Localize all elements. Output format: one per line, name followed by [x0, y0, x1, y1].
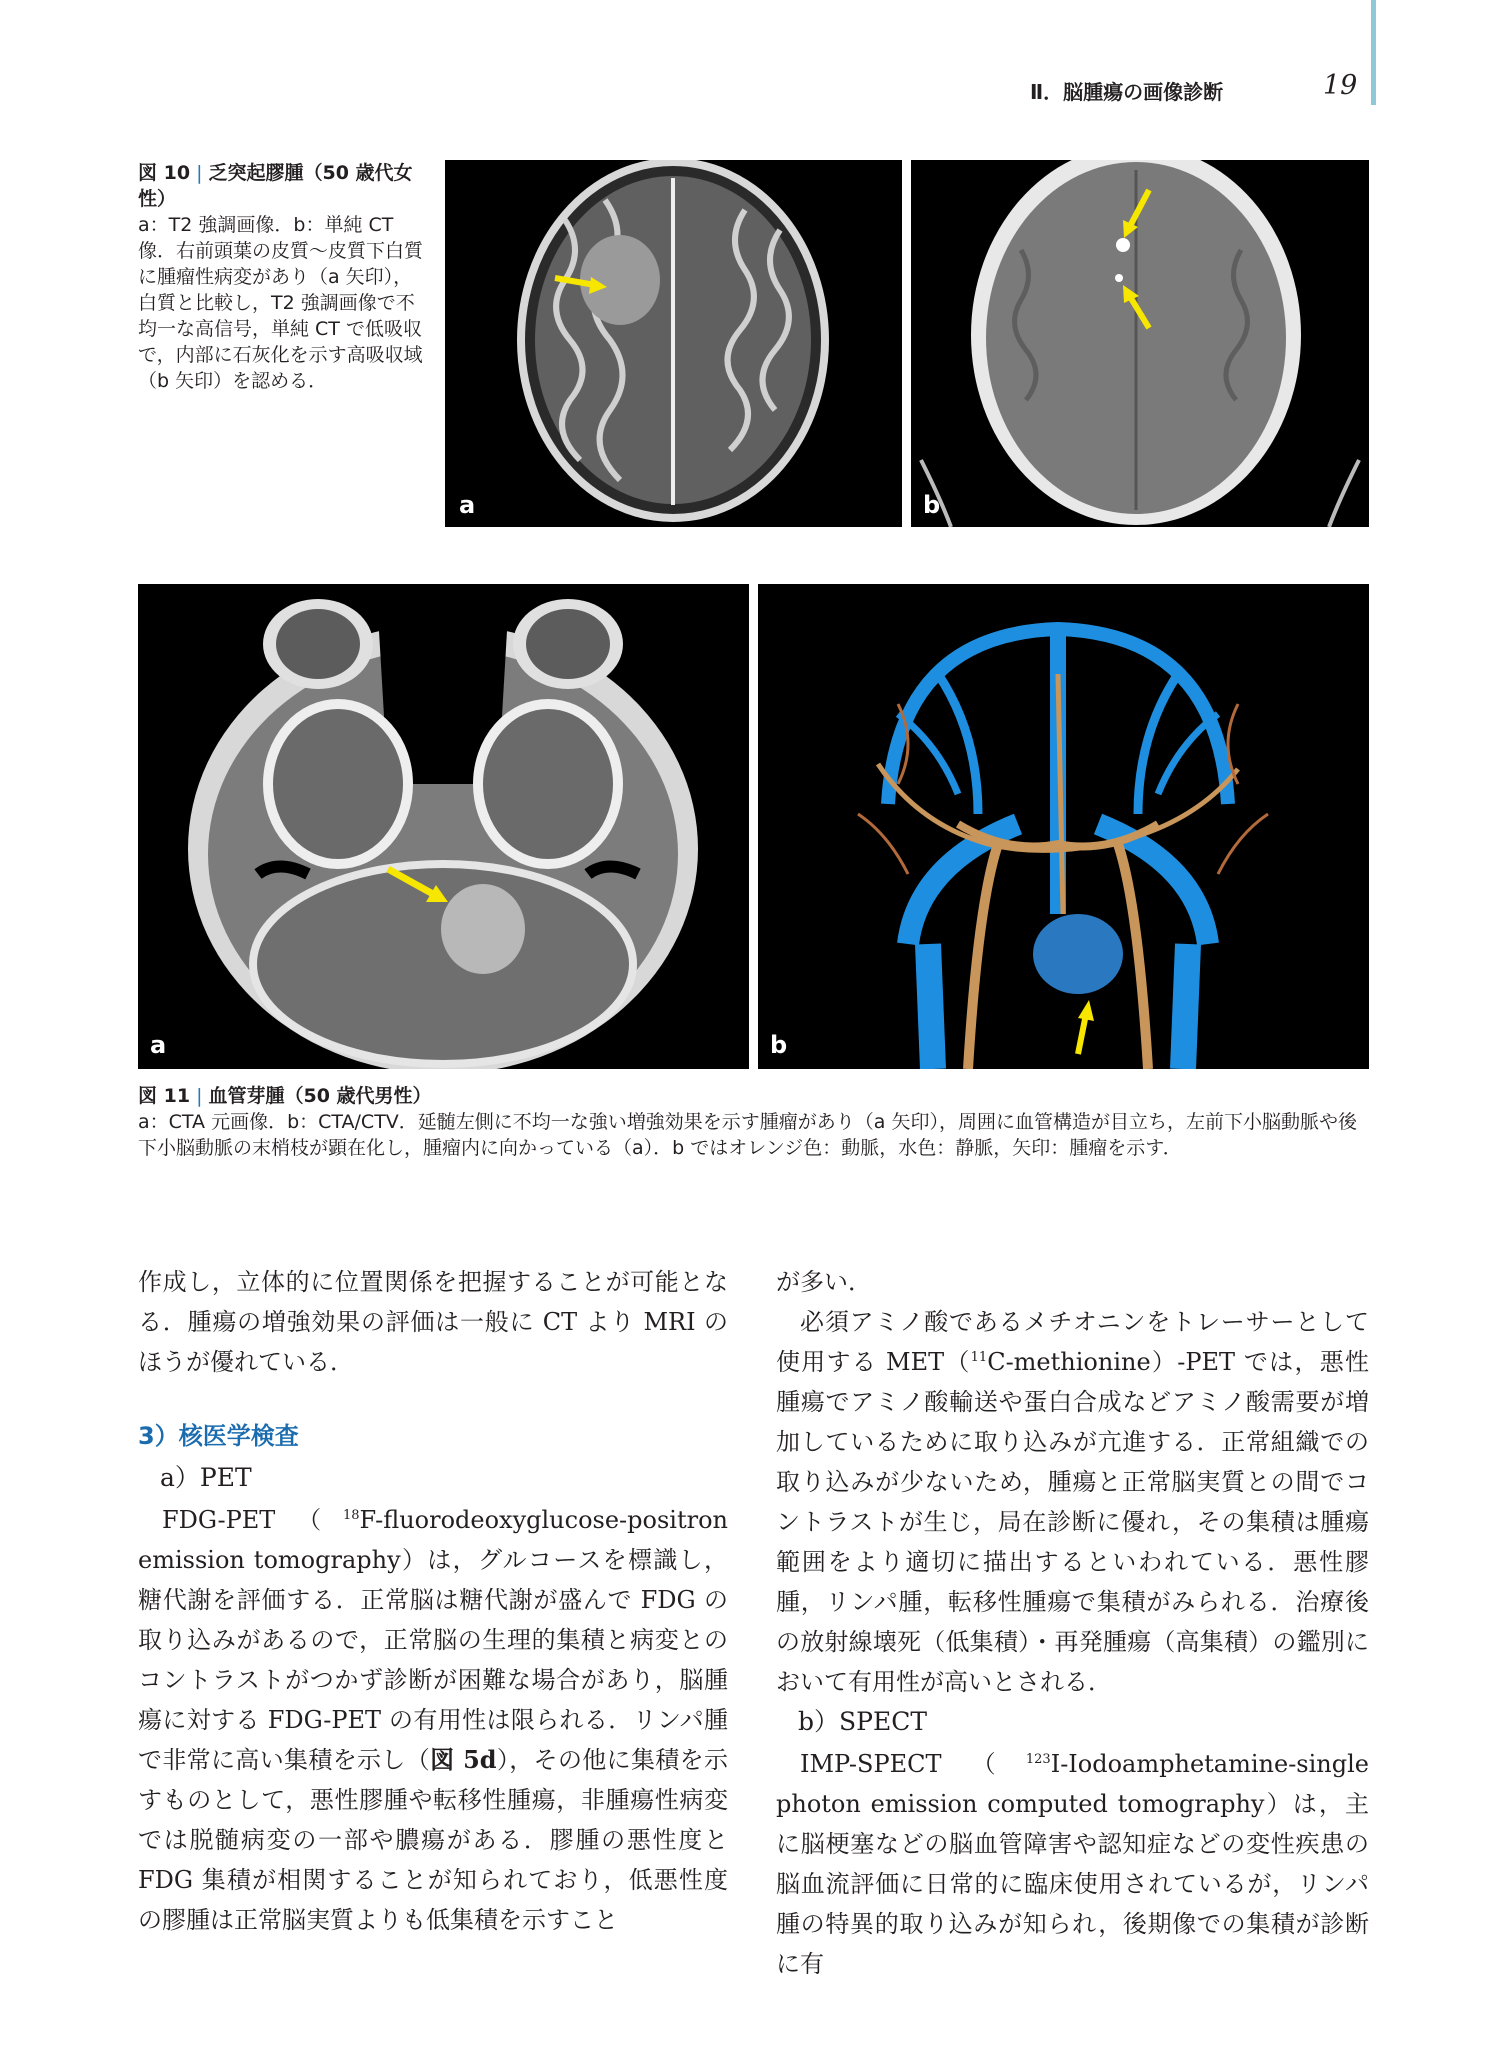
figure11-title-line	[138, 1083, 1369, 1109]
figure11-panel-a-cta	[138, 584, 749, 1069]
isotope-superscript: 18	[342, 1508, 360, 1523]
figure11-caption	[138, 1083, 1369, 1161]
spect-paragraph	[776, 1744, 1369, 1984]
isotope-superscript: 11	[970, 1350, 988, 1365]
figure10-panel-b-ct	[911, 160, 1369, 527]
figure-reference: 図 5d	[430, 1745, 497, 1774]
figure11-body: a：CTA 元画像．b：CTA/CTV．延髄左側に不均一な強い増強効果を示す腫瘤があり（a 矢印），周囲に血管構造が目立ち，左前下小脳動脈や後下小脳動脈の末梢枝が顕在化し，腫瘤内に向かっている（a）．b ではオレンジ色：動脈，水色：静脈，矢印：腫瘤を示す．	[138, 1111, 1357, 1159]
right-paragraph-continued: が多い．	[776, 1268, 872, 1296]
met-text-start: 必須アミノ酸であるメチオニンをトレーサーとして使用する MET（	[776, 1308, 1369, 1376]
pet-text-body: F-fluorodeoxyglucose-positron emission tomography）は，グルコースを標識し，糖代謝を評価する．正常脳は糖代謝が盛んで FDG の取り込みがあるので，正常脳の生理的集積と病変とのコントラストがつかず診断が困難な場合があり，脳腫瘍に対する FDG-PET の有用性は限られる．リンパ腫で非常に高い集積を示し（	[138, 1506, 728, 1774]
right-text-column	[776, 1262, 1369, 1984]
met-text-body: C-methionine）-PET では，悪性腫瘍でアミノ酸輸送や蛋白合成などアミノ酸需要が増加しているために取り込みが亢進する．正常組織での取り込みが少ないため，腫瘍と正常脳実質との間でコントラストが生じ，局在診断に優れ，その集積は腫瘍範囲をより適切に描出するといわれている．悪性膠腫，リンパ腫，転移性腫瘍で集積がみられる．治療後の放射線壊死（低集積）・再発腫瘍（高集積）の鑑別において有用性が高いとされる．	[776, 1348, 1369, 1696]
left-text-column	[138, 1262, 728, 1940]
page-edge-tab	[1371, 0, 1376, 105]
panel-letter-b: b	[770, 1031, 788, 1059]
cta-axial-image	[138, 584, 749, 1069]
pet-paragraph	[138, 1500, 728, 1940]
yellow-arrow-icon	[1078, 1000, 1094, 1054]
left-paragraph-1: 作成し，立体的に位置関係を把握することが可能となる．腫瘍の増強効果の評価は一般に CT より MRI のほうが優れている．	[138, 1268, 728, 1376]
section-heading-nuclear-medicine: 3）核医学検査	[138, 1422, 299, 1450]
running-head: Ⅱ．脳腫瘍の画像診断	[1030, 80, 1224, 104]
figure10-panel-a-mri	[445, 160, 902, 527]
figure10-body: a：T2 強調画像．b：単純 CT 像．右前頭葉の皮質～皮質下白質に腫瘤性病変があり（a 矢印），白質と比較し，T2 強調画像で不均一な高信号，単純 CT で低吸収で，内部に石灰化を示す高吸収域（b 矢印）を認める．	[138, 214, 424, 392]
panel-letter-a: a	[459, 491, 476, 519]
spect-text-start: IMP-SPECT（	[800, 1750, 1026, 1778]
figure11-panel-b-ctv	[758, 584, 1369, 1069]
panel-letter-a: a	[150, 1031, 167, 1059]
figure10-caption	[138, 160, 428, 394]
mri-axial-image	[445, 160, 902, 527]
figure10-label: 図 10	[138, 162, 191, 184]
caption-separator: |	[196, 162, 203, 184]
figure10-title: 乏突起膠腫（50 歳代女性）	[138, 162, 413, 210]
page-number: 19	[1323, 70, 1358, 101]
panel-letter-b: b	[923, 491, 941, 519]
cta-ctv-3d-image	[758, 584, 1369, 1069]
ct-axial-image	[911, 160, 1369, 527]
spect-text-body: I-Iodoamphetamine-single photon emission computed tomography）は，主に脳梗塞などの脳血管障害や認知症などの変性疾患の脳血流評価に日常的に臨床使用されているが，リンパ腫の特異的取り込みが知られ，後期像での集積が診断に有	[776, 1750, 1369, 1978]
subheading-pet: a）PET	[160, 1463, 252, 1492]
figure11-label: 図 11	[138, 1085, 191, 1107]
met-paragraph	[776, 1302, 1369, 1702]
figure10-title-line	[138, 160, 428, 212]
pet-text-start: FDG-PET（	[162, 1506, 343, 1534]
figure11-title: 血管芽腫（50 歳代男性）	[208, 1085, 432, 1107]
caption-separator: |	[196, 1085, 203, 1107]
subheading-spect: b）SPECT	[798, 1707, 928, 1736]
isotope-superscript: 123	[1025, 1752, 1051, 1767]
pet-text-tail: ），その他に集積を示すものとして，悪性膠腫や転移性腫瘍，非腫瘍性病変では脱髄病変の一部や膿瘍がある．膠腫の悪性度と FDG 集積が相関することが知られており，低悪性度の膠腫は正常脳実質よりも低集積を示すこと	[138, 1746, 728, 1934]
